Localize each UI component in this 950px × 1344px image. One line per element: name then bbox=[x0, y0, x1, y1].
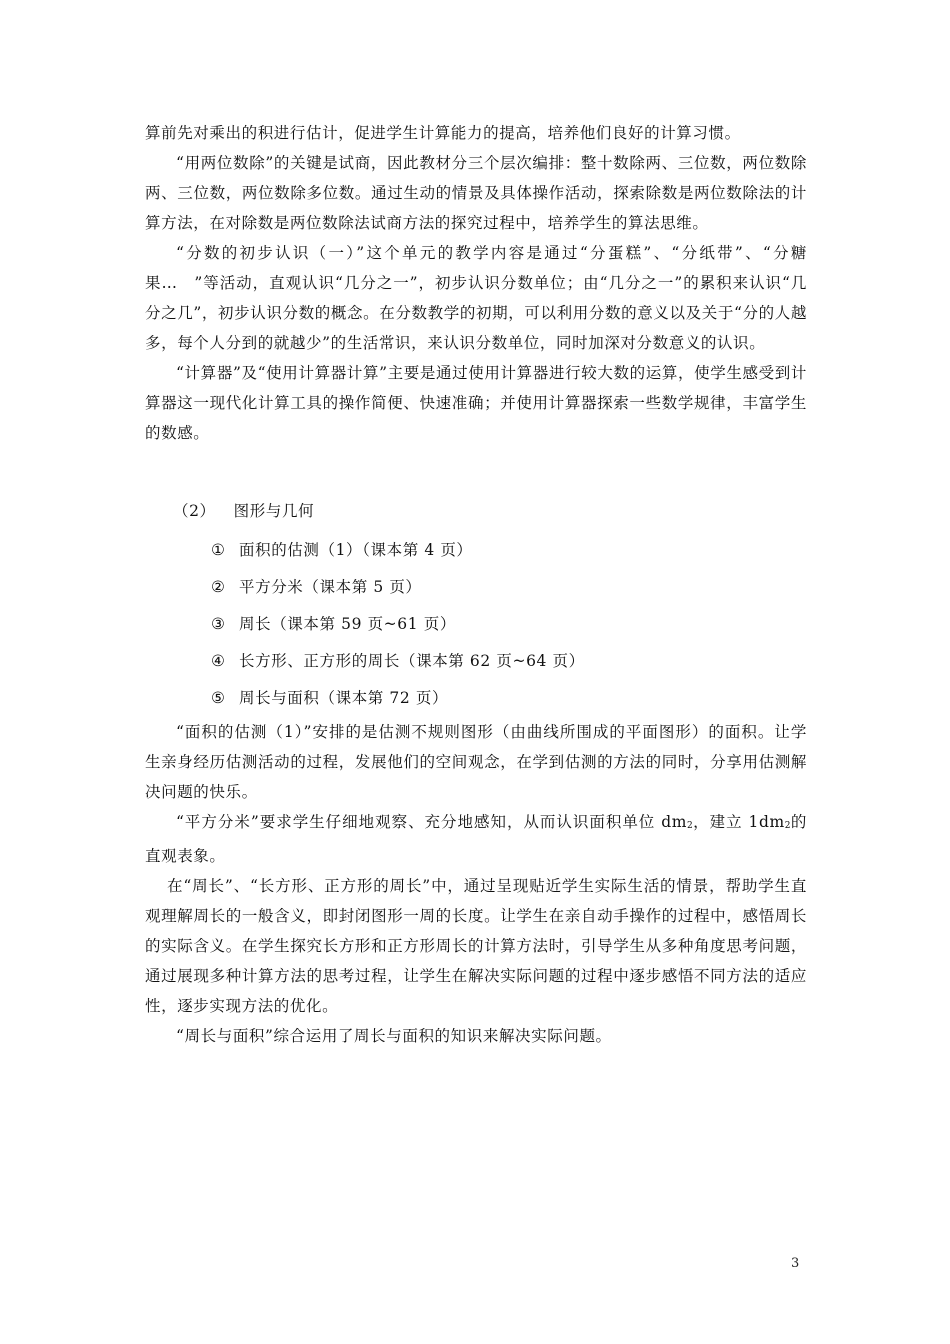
text-run: ，建立 1dm bbox=[692, 813, 785, 831]
list-marker: ② bbox=[211, 578, 226, 596]
list-item bbox=[145, 680, 807, 717]
superscript: 2 bbox=[687, 821, 693, 831]
paragraph-two-digit-division: “用两位数除”的关键是试商，因此教材分三个层次编排：整十数除两、三位数，两位数除两、三位数，两位数除多位数。通过生动的情景及具体操作活动，探索除数是两位数除法的计算方法，在对除数是两位数除法试商方法的探究过程中，培养学生的算法思维。 bbox=[145, 154, 807, 232]
list-item-text: 平方分米（课本第 5 页） bbox=[239, 578, 422, 596]
text-run: “平方分米”要求学生仔细地观察、充分地感知，从而认识面积单位 dm bbox=[176, 813, 688, 831]
paragraph-perimeter: 在“周长”、“长方形、正方形的周长”中，通过呈现贴近学生实际生活的情景，帮助学生直观理解周长的一般含义，即封闭图形一周的长度。让学生在亲自动手操作的过程中，感悟周长的实际含义。在学生探究长方形和正方形周长的计算方法时，引导学生从多种角度思考问题，通过展现多种计算方法的思考过程，让学生在解决实际问题的过程中逐步感悟不同方法的适应性，逐步实现方法的优化。 bbox=[145, 877, 807, 1015]
list-item-text: 周长与面积（课本第 72 页） bbox=[239, 689, 449, 707]
list-item bbox=[145, 643, 807, 680]
section-number: （2） bbox=[173, 502, 216, 520]
paragraph-fractions: “分数的初步认识（一）”这个单元的教学内容是通过“分蛋糕”、“分纸带”、“分糖果… ”等活动，直观认识“几分之一”，初步认识分数单位；由“几分之一”的累积来认识“几分之几”，初步认识分数的概念。在分数教学的初期，可以利用分数的意义以及关于“分的人越多，每个人分到的就越少”的生活常识，来认识分数单位，同时加深对分数意义的认识。 bbox=[145, 244, 807, 352]
text-run: 的直观表象。 bbox=[145, 813, 807, 865]
superscript: 2 bbox=[784, 821, 791, 831]
list-marker: ① bbox=[211, 541, 226, 559]
section-title: 图形与几何 bbox=[233, 502, 315, 520]
paragraph-square-decimeter bbox=[145, 807, 807, 871]
list-marker: ⑤ bbox=[211, 689, 226, 707]
list-item-text: 面积的估测（1）（课本第 4 页） bbox=[239, 541, 473, 559]
list-item bbox=[145, 569, 807, 606]
paragraph-calculator: “计算器”及“使用计算器计算”主要是通过使用计算器进行较大数的运算，使学生感受到计算器这一现代化计算工具的操作简便、快速准确；并使用计算器探索一些数学规律，丰富学生的数感。 bbox=[145, 364, 807, 442]
list-item bbox=[145, 606, 807, 643]
list-item-text: 长方形、正方形的周长（课本第 62 页~64 页） bbox=[239, 652, 585, 670]
spacer bbox=[145, 448, 807, 478]
page-body bbox=[145, 118, 807, 1051]
list-marker: ④ bbox=[211, 652, 226, 670]
topic-list bbox=[145, 532, 807, 717]
paragraph-perimeter-area: “周长与面积”综合运用了周长与面积的知识来解决实际问题。 bbox=[176, 1027, 612, 1045]
paragraph-continuation: 算前先对乘出的积进行估计，促进学生计算能力的提高，培养他们良好的计算习惯。 bbox=[145, 124, 741, 142]
list-item-text: 周长（课本第 59 页~61 页） bbox=[239, 615, 456, 633]
list-item bbox=[145, 532, 807, 569]
paragraph-area-estimate: “面积的估测（1）”安排的是估测不规则图形（由曲线所围成的平面图形）的面积。让学生亲身经历估测活动的过程，发展他们的空间观念，在学到估测的方法的同时，分享用估测解决问题的快乐。 bbox=[145, 723, 807, 801]
list-marker: ③ bbox=[211, 615, 226, 633]
page-number: 3 bbox=[791, 1256, 800, 1271]
section-heading bbox=[145, 496, 807, 526]
